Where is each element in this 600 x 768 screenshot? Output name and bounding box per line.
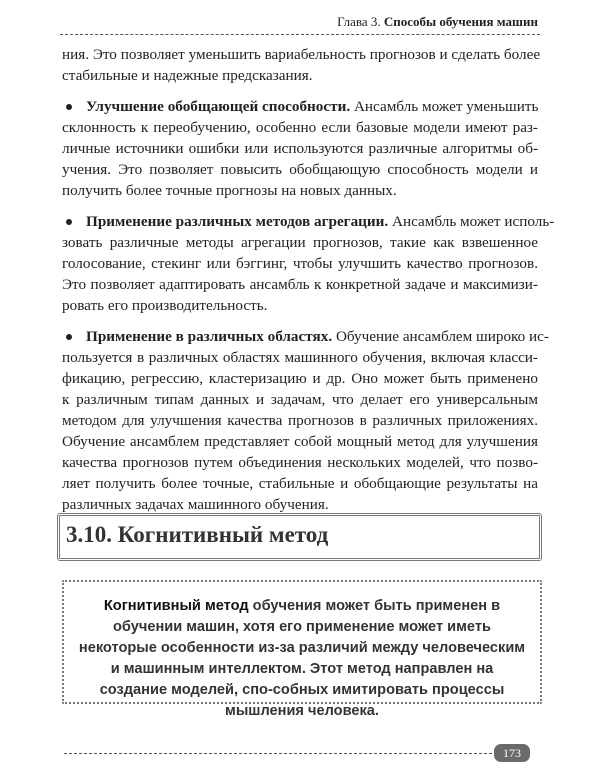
text-line: ровать его производительность. — [62, 297, 268, 314]
bullet-icon — [66, 334, 72, 340]
text-line: голосование, стекинг или бэггинг, чтобы улучшить качество прогнозов. — [62, 255, 538, 272]
text-line: качества прогнозов путем объединения нескольких моделей, что позво- — [62, 454, 538, 471]
text-line: зовать различные методы агрегации прогнозов, такие как взвешенное — [62, 234, 538, 251]
text-line: личные источники ошибки или используются различные алгоритмы об- — [62, 140, 538, 157]
text-line: стабильные и надежные предсказания. — [62, 67, 313, 84]
bullet-heading: Применение различных методов агрегации. — [86, 213, 389, 230]
text-line: Ансамбль может уменьшить — [350, 98, 539, 115]
section-heading-box — [57, 513, 542, 561]
definition-callout — [62, 580, 542, 719]
bullet-item — [62, 326, 549, 515]
bullet-heading: Применение в различных областях. — [86, 328, 333, 345]
text-line: ляет получить более точные, стабильные и обобщающие результаты на — [62, 475, 538, 492]
text-line: фикацию, регрессию, кластеризацию и др. Оно может быть применено — [62, 370, 538, 387]
header-divider — [60, 34, 540, 35]
callout-term: Когнитивный метод — [103, 598, 249, 614]
intro-paragraph — [62, 44, 541, 86]
bullet-heading: Улучшение обобщающей способности. — [86, 98, 351, 115]
text-line: Обучение ансамблем широко ис- — [332, 328, 549, 345]
text-line: пользуется в различных областях машинного обучения, включая класси- — [62, 349, 538, 366]
text-line: к различным типам данных и задачам, что делает его универсальным — [62, 391, 538, 408]
bullet-item — [62, 96, 538, 201]
bullet-icon — [66, 104, 72, 110]
callout-text: обучения может быть применен в обучении машин, хотя его применение может иметь некоторые особенности из-за различий между человеческим и машинным интеллектом. Этот метод направлен на создание моделей, спо-собных имитировать процессы мышления человека. — [78, 598, 526, 719]
text-line: Ансамбль может исполь- — [388, 213, 555, 230]
text-line: склонность к переобучению, особенно если базовые модели имеют раз- — [62, 119, 538, 136]
section-title: 3.10. Когнитивный метод — [66, 522, 329, 547]
chapter-title: Способы обучения машин — [383, 14, 538, 29]
chapter-label: Глава 3. — [337, 14, 381, 29]
body-text — [62, 44, 555, 525]
text-line: методом для улучшения качества прогнозов в различных приложениях. — [62, 412, 538, 429]
footer-divider — [64, 753, 492, 754]
running-header — [337, 14, 538, 30]
page-number: 173 — [494, 744, 530, 762]
text-line: учения. Это позволяет повысить обобщающую способность модели и — [62, 161, 538, 178]
text-line: ния. Это позволяет уменьшить вариабельность прогнозов и сделать более — [62, 46, 541, 63]
text-line: получить более точные прогнозы на новых данных. — [62, 182, 397, 199]
text-line: различных задачах машинного обучения. — [62, 496, 329, 513]
bullet-icon — [66, 219, 72, 225]
text-line: Это позволяет адаптировать ансамбль к конкретной задаче и максимизи- — [62, 276, 538, 293]
text-line: Обучение ансамблем представляет собой мощный метод для улучшения — [62, 433, 538, 450]
bullet-item — [62, 211, 555, 316]
